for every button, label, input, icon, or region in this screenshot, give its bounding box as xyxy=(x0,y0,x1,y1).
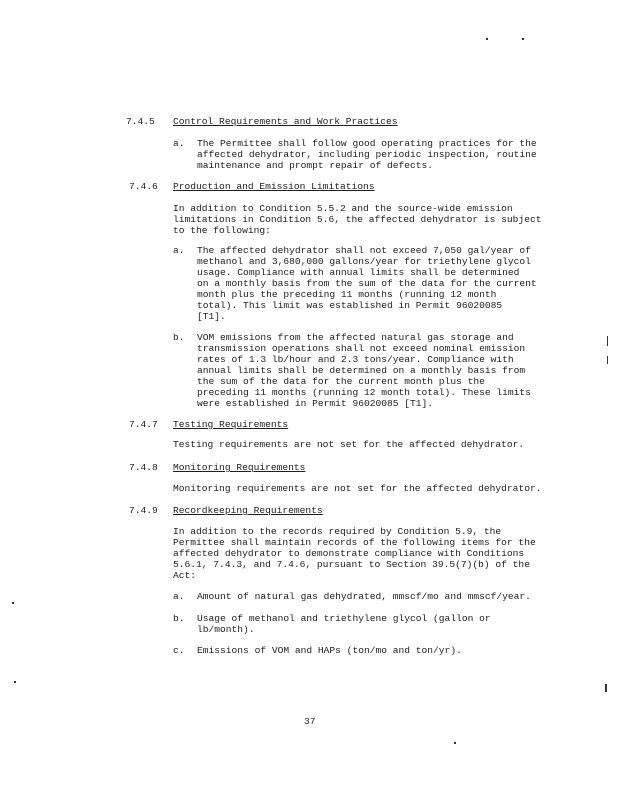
item-line: affected dehydrator, including periodic inspection, routine xyxy=(197,149,537,160)
item-line: preceding 11 months (running 12 month total). These limits xyxy=(197,387,531,398)
section-heading: Control Requirements and Work Practices xyxy=(173,116,398,127)
item-line: Emissions of VOM and HAPs (ton/mo and ton/yr). xyxy=(197,645,462,656)
intro-line: to the following: xyxy=(173,225,271,236)
scan-speck xyxy=(605,684,607,692)
section-number: 7.4.9 xyxy=(129,505,158,516)
intro-line: In addition to the records required by Condition 5.9, the xyxy=(173,526,502,537)
item-line: methanol and 3,680,000 gallons/year for triethylene glycol xyxy=(197,256,531,267)
section-heading: Monitoring Requirements xyxy=(173,462,306,473)
item-letter: b. xyxy=(173,613,185,624)
intro-line: In addition to Condition 5.5.2 and the source-wide emission xyxy=(173,203,513,214)
scan-speck xyxy=(607,336,608,346)
scan-speck xyxy=(522,38,524,40)
section-heading: Production and Emission Limitations xyxy=(173,181,375,192)
item-letter: a. xyxy=(173,245,185,256)
item-line: rates of 1.3 lb/hour and 2.3 tons/year. Compliance with xyxy=(197,354,514,365)
section-number: 7.4.5 xyxy=(126,116,155,127)
scan-speck xyxy=(14,681,16,683)
section-number: 7.4.8 xyxy=(129,462,158,473)
item-line: The affected dehydrator shall not exceed 7,050 gal/year of xyxy=(197,245,531,256)
item-line: the sum of the data for the current month plus the xyxy=(197,376,485,387)
item-line: maintenance and prompt repair of defects. xyxy=(197,160,434,171)
intro-line: affected dehydrator to demonstrate compliance with Conditions xyxy=(173,548,525,559)
item-letter: b. xyxy=(173,332,185,343)
scan-speck xyxy=(607,356,608,364)
scan-speck xyxy=(12,602,14,604)
item-line: The Permittee shall follow good operating practices for the xyxy=(197,138,537,149)
scan-speck xyxy=(486,38,488,40)
item-line: annual limits shall be determined on a monthly basis from xyxy=(197,365,526,376)
item-line: transmission operations shall not exceed nominal emission xyxy=(197,343,526,354)
section-heading: Testing Requirements xyxy=(173,419,289,430)
intro-line: Testing requirements are not set for the affected dehydrator. xyxy=(173,439,525,450)
item-letter: c. xyxy=(173,645,185,656)
section-number: 7.4.7 xyxy=(129,419,158,430)
item-letter: a. xyxy=(173,591,185,602)
item-line: month plus the preceding 11 months (running 12 month xyxy=(197,289,497,300)
item-line: lb/month). xyxy=(197,624,255,635)
section-heading: Recordkeeping Requirements xyxy=(173,505,323,516)
intro-line: Monitoring requirements are not set for the affected dehydrator. xyxy=(173,483,542,494)
intro-line: Permittee shall maintain records of the following items for the xyxy=(173,537,536,548)
item-line: Amount of natural gas dehydrated, mmscf/mo and mmscf/year. xyxy=(197,591,531,602)
scan-speck xyxy=(454,742,456,744)
item-line: Usage of methanol and triethylene glycol (gallon or xyxy=(197,613,491,624)
item-line: on a monthly basis from the sum of the data for the current xyxy=(197,278,537,289)
item-line: VOM emissions from the affected natural gas storage and xyxy=(197,332,514,343)
intro-line: 5.6.1, 7.4.3, and 7.4.6, pursuant to Section 39.5(7)(b) of the xyxy=(173,559,530,570)
item-letter: a. xyxy=(173,138,185,149)
intro-line: limitations in Condition 5.6, the affected dehydrator is subject xyxy=(173,214,542,225)
item-line: total). This limit was established in Permit 96020085 xyxy=(197,300,503,311)
item-line: were established in Permit 96020085 [T1]. xyxy=(197,398,434,409)
intro-line: Act: xyxy=(173,570,197,581)
page-number: 37 xyxy=(304,716,316,727)
section-number: 7.4.6 xyxy=(129,181,158,192)
item-line: [T1]. xyxy=(197,311,226,322)
item-line: usage. Compliance with annual limits shall be determined xyxy=(197,267,520,278)
